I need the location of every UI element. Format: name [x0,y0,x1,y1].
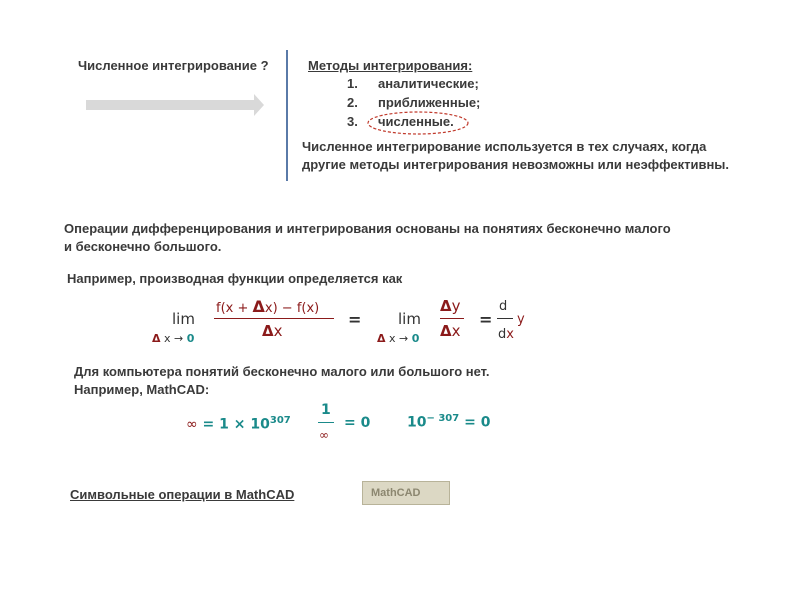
lim-label: lim [172,310,195,328]
method-numeric: численные. [378,114,454,129]
infinity-equation: ∞ = $1 \times 10^{307}$ [186,415,291,433]
dx-denominator: Δx [440,322,461,340]
method-num-2: 2. [347,95,358,110]
vertical-divider [286,50,288,181]
note-line-1: Численное интегрирование используется в тех случаях, когда [302,139,707,154]
method-approx: приближенные; [378,95,481,110]
reciprocal-bar [318,422,334,423]
right-arrow-icon [86,94,264,116]
fraction-numerator: f(x + Δx) − f(x) [216,297,320,316]
lim-subscript-2: Δ x → 0 [377,332,420,345]
d-bar [497,318,513,319]
method-num-3: 3. [347,114,358,129]
mathcad-button[interactable]: MathCAD [362,481,450,505]
lim-label-2: lim [398,310,421,328]
reciprocal-denominator: ∞ [319,428,329,442]
reciprocal-result: = 0 [344,415,371,431]
symbolic-operations-link[interactable]: Символьные операции в MathCAD [70,487,295,502]
computer-line-1: Для компьютера понятий бесконечно малого или большого нет. [74,364,490,379]
lim-subscript: Δ x → 0 [152,332,195,345]
power-equation: $10^{- 307} = 0$ [407,413,491,431]
note-line-2: другие методы интегрирования невозможны или неэффективны. [302,157,730,172]
question-text: Численное интегрирование ? [78,58,269,73]
fraction-bar [214,318,334,319]
d-denominator: dx [498,327,514,342]
fraction-denominator: Δx [262,322,283,340]
computer-line-2: Например, MathCAD: [74,382,210,397]
dy-dx-bar [440,318,464,319]
method-num-1: 1. [347,76,358,91]
method-analytic: аналитические; [378,76,479,91]
methods-title: Методы интегрирования: [308,58,473,73]
d-numerator: d [499,299,508,314]
intro-line-2: и бесконечно большого. [64,239,222,254]
example-text: Например, производная функции определяется как [67,271,403,286]
d-y: y [517,312,525,327]
equals-sign-1: = [348,310,362,329]
equals-sign-2: = [479,310,493,329]
highlight-ellipse [366,110,470,136]
intro-line-1: Операции дифференцирования и интегрирования основаны на понятиях бесконечно малого [64,221,671,236]
dy-numerator: Δy [440,297,461,315]
reciprocal-numerator: 1 [321,402,331,418]
